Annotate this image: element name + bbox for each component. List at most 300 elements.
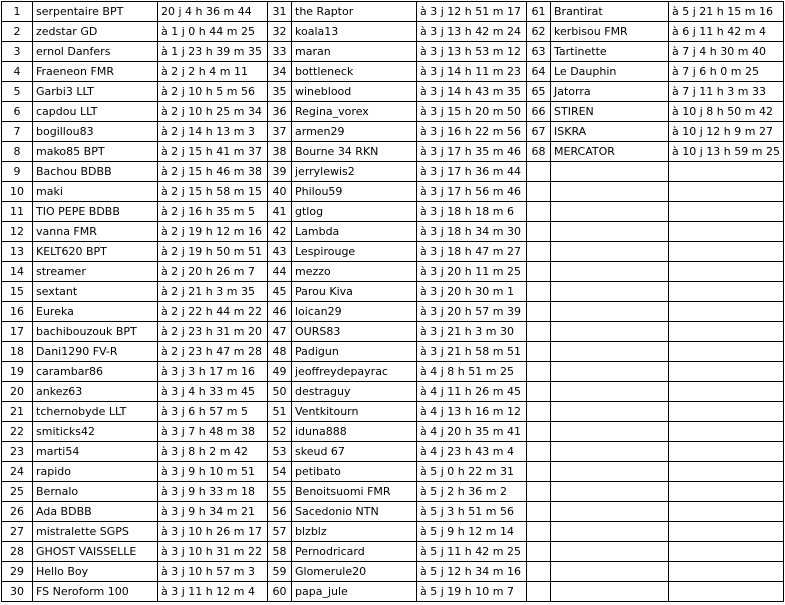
name-cell: zedstar GD [33,22,158,42]
name-cell: Ventkitourn [292,402,417,422]
time-cell: à 2 j 19 h 12 m 16 [158,222,268,242]
rank-cell: 65 [527,82,551,102]
time-cell [669,422,784,442]
rank-cell [527,342,551,362]
rank-cell: 54 [268,462,292,482]
time-cell: 20 j 4 h 36 m 44 [158,2,268,22]
time-cell [669,582,784,602]
name-cell: ankez63 [33,382,158,402]
time-cell [669,522,784,542]
time-cell: à 5 j 21 h 15 m 16 [669,2,784,22]
rank-cell [527,482,551,502]
time-cell: à 5 j 11 h 42 m 25 [417,542,527,562]
rank-cell: 34 [268,62,292,82]
table-row [2,82,784,102]
table-row [2,482,784,502]
time-cell: à 2 j 15 h 41 m 37 [158,142,268,162]
rank-cell: 64 [527,62,551,82]
name-cell [551,522,669,542]
rank-cell: 17 [2,322,33,342]
name-cell: marti54 [33,442,158,462]
name-cell: serpentaire BPT [33,2,158,22]
rank-cell: 26 [2,502,33,522]
rank-cell: 3 [2,42,33,62]
table-row [2,542,784,562]
time-cell: à 1 j 23 h 39 m 35 [158,42,268,62]
time-cell: à 6 j 11 h 42 m 4 [669,22,784,42]
time-cell [669,542,784,562]
name-cell [551,542,669,562]
name-cell: Fraeneon FMR [33,62,158,82]
rank-cell: 16 [2,302,33,322]
time-cell: à 4 j 20 h 35 m 41 [417,422,527,442]
name-cell: jerrylewis2 [292,162,417,182]
name-cell: jeoffreydepayrac [292,362,417,382]
name-cell: carambar86 [33,362,158,382]
name-cell: mako85 BPT [33,142,158,162]
name-cell: blzblz [292,522,417,542]
time-cell: à 3 j 7 h 48 m 38 [158,422,268,442]
time-cell: à 5 j 3 h 51 m 56 [417,502,527,522]
name-cell: ernol Danfers [33,42,158,62]
table-row [2,302,784,322]
name-cell [551,502,669,522]
time-cell: à 3 j 21 h 3 m 30 [417,322,527,342]
time-cell: à 2 j 19 h 50 m 51 [158,242,268,262]
name-cell: koala13 [292,22,417,42]
time-cell [669,162,784,182]
rank-cell [527,242,551,262]
time-cell: à 1 j 0 h 44 m 25 [158,22,268,42]
time-cell: à 2 j 20 h 26 m 7 [158,262,268,282]
time-cell: à 2 j 15 h 46 m 38 [158,162,268,182]
rank-cell: 10 [2,182,33,202]
name-cell: ISKRA [551,122,669,142]
rank-cell [527,322,551,342]
rank-cell: 4 [2,62,33,82]
rank-cell: 30 [2,582,33,602]
table-row [2,442,784,462]
rank-cell: 35 [268,82,292,102]
time-cell: à 2 j 15 h 58 m 15 [158,182,268,202]
name-cell: Garbi3 LLT [33,82,158,102]
rank-cell: 37 [268,122,292,142]
rank-cell: 47 [268,322,292,342]
name-cell: loican29 [292,302,417,322]
rank-cell: 31 [268,2,292,22]
rank-cell: 45 [268,282,292,302]
rank-cell: 24 [2,462,33,482]
table-row [2,402,784,422]
name-cell [551,242,669,262]
rank-cell: 50 [268,382,292,402]
rank-cell [527,442,551,462]
table-row [2,282,784,302]
rank-cell: 68 [527,142,551,162]
rank-cell: 20 [2,382,33,402]
time-cell: à 3 j 14 h 11 m 23 [417,62,527,82]
table-row [2,182,784,202]
rank-cell: 53 [268,442,292,462]
name-cell: Lambda [292,222,417,242]
ranking-table [1,1,784,602]
time-cell: à 7 j 4 h 30 m 40 [669,42,784,62]
time-cell: à 5 j 12 h 34 m 16 [417,562,527,582]
time-cell: à 3 j 20 h 57 m 39 [417,302,527,322]
name-cell: STIREN [551,102,669,122]
rank-cell: 44 [268,262,292,282]
rank-cell [527,502,551,522]
name-cell: Parou Kiva [292,282,417,302]
rank-cell [527,522,551,542]
time-cell: à 10 j 8 h 50 m 42 [669,102,784,122]
rank-cell: 15 [2,282,33,302]
rank-cell [527,542,551,562]
rank-cell: 14 [2,262,33,282]
name-cell: smiticks42 [33,422,158,442]
name-cell: Ada BDBB [33,502,158,522]
name-cell: bachibouzouk BPT [33,322,158,342]
name-cell: skeud 67 [292,442,417,462]
time-cell: à 3 j 12 h 51 m 17 [417,2,527,22]
name-cell [551,322,669,342]
time-cell: à 3 j 20 h 30 m 1 [417,282,527,302]
time-cell: à 3 j 16 h 22 m 56 [417,122,527,142]
time-cell: à 3 j 17 h 56 m 46 [417,182,527,202]
rank-cell: 36 [268,102,292,122]
name-cell: iduna888 [292,422,417,442]
time-cell [669,562,784,582]
table-row [2,502,784,522]
name-cell [551,582,669,602]
name-cell: KELT620 BPT [33,242,158,262]
name-cell [551,562,669,582]
table-row [2,142,784,162]
rank-cell: 67 [527,122,551,142]
time-cell: à 2 j 22 h 44 m 22 [158,302,268,322]
time-cell: à 10 j 12 h 9 m 27 [669,122,784,142]
rank-cell: 46 [268,302,292,322]
name-cell: Tartinette [551,42,669,62]
rank-cell: 63 [527,42,551,62]
name-cell: streamer [33,262,158,282]
time-cell: à 4 j 13 h 16 m 12 [417,402,527,422]
time-cell: à 3 j 8 h 2 m 42 [158,442,268,462]
time-cell: à 3 j 10 h 57 m 3 [158,562,268,582]
time-cell: à 10 j 13 h 59 m 25 [669,142,784,162]
time-cell: à 3 j 15 h 20 m 50 [417,102,527,122]
name-cell: TIO PEPE BDBB [33,202,158,222]
name-cell: Eureka [33,302,158,322]
name-cell [551,262,669,282]
time-cell: à 3 j 18 h 18 m 6 [417,202,527,222]
rank-cell: 43 [268,242,292,262]
rank-cell: 29 [2,562,33,582]
rank-cell [527,562,551,582]
name-cell: MERCATOR [551,142,669,162]
name-cell: mistralette SGPS [33,522,158,542]
name-cell: tchernobyde LLT [33,402,158,422]
name-cell: maki [33,182,158,202]
name-cell: bogillou83 [33,122,158,142]
name-cell [551,182,669,202]
time-cell: à 4 j 23 h 43 m 4 [417,442,527,462]
time-cell [669,402,784,422]
time-cell [669,362,784,382]
rank-cell: 32 [268,22,292,42]
rank-cell: 27 [2,522,33,542]
name-cell: gtlog [292,202,417,222]
rank-cell: 58 [268,542,292,562]
name-cell [551,202,669,222]
rank-cell: 49 [268,362,292,382]
time-cell: à 2 j 16 h 35 m 5 [158,202,268,222]
time-cell: à 3 j 20 h 11 m 25 [417,262,527,282]
rank-cell: 19 [2,362,33,382]
time-cell [669,322,784,342]
rank-cell [527,282,551,302]
rank-cell: 28 [2,542,33,562]
name-cell: Philou59 [292,182,417,202]
table-row [2,562,784,582]
time-cell: à 3 j 17 h 36 m 44 [417,162,527,182]
time-cell [669,462,784,482]
rank-cell [527,302,551,322]
rank-cell: 38 [268,142,292,162]
name-cell [551,462,669,482]
rank-cell: 6 [2,102,33,122]
time-cell: à 4 j 8 h 51 m 25 [417,362,527,382]
rank-cell: 56 [268,502,292,522]
name-cell: Bernalo [33,482,158,502]
rank-cell: 13 [2,242,33,262]
time-cell: à 3 j 9 h 34 m 21 [158,502,268,522]
time-cell [669,282,784,302]
time-cell: à 3 j 14 h 43 m 35 [417,82,527,102]
rank-cell: 11 [2,202,33,222]
name-cell: mezzo [292,262,417,282]
rank-cell: 55 [268,482,292,502]
time-cell: à 3 j 17 h 35 m 46 [417,142,527,162]
name-cell: Bourne 34 RKN [292,142,417,162]
time-cell [669,482,784,502]
time-cell: à 2 j 23 h 31 m 20 [158,322,268,342]
rank-cell: 57 [268,522,292,542]
rank-cell [527,462,551,482]
name-cell [551,222,669,242]
rank-cell: 22 [2,422,33,442]
time-cell: à 5 j 19 h 10 m 7 [417,582,527,602]
rank-cell: 51 [268,402,292,422]
name-cell [551,162,669,182]
time-cell: à 5 j 0 h 22 m 31 [417,462,527,482]
time-cell: à 3 j 13 h 53 m 12 [417,42,527,62]
time-cell: à 3 j 6 h 57 m 5 [158,402,268,422]
rank-cell [527,582,551,602]
table-row [2,2,784,22]
time-cell: à 3 j 21 h 58 m 51 [417,342,527,362]
rank-cell: 1 [2,2,33,22]
table-row [2,102,784,122]
name-cell: GHOST VAISSELLE [33,542,158,562]
rank-cell: 59 [268,562,292,582]
name-cell: sextant [33,282,158,302]
name-cell: Regina_vorex [292,102,417,122]
name-cell [551,302,669,322]
time-cell [669,382,784,402]
name-cell: bottleneck [292,62,417,82]
time-cell: à 2 j 10 h 5 m 56 [158,82,268,102]
time-cell: à 7 j 11 h 3 m 33 [669,82,784,102]
name-cell: petibato [292,462,417,482]
time-cell: à 3 j 10 h 31 m 22 [158,542,268,562]
rank-cell [527,202,551,222]
table-row [2,202,784,222]
name-cell: destraguy [292,382,417,402]
table-row [2,462,784,482]
table-row [2,522,784,542]
rank-cell [527,422,551,442]
name-cell: papa_jule [292,582,417,602]
name-cell: Bachou BDBB [33,162,158,182]
name-cell: Lespirouge [292,242,417,262]
time-cell: à 2 j 14 h 13 m 3 [158,122,268,142]
name-cell: Hello Boy [33,562,158,582]
time-cell: à 3 j 4 h 33 m 45 [158,382,268,402]
rank-cell: 12 [2,222,33,242]
name-cell: Dani1290 FV-R [33,342,158,362]
time-cell [669,222,784,242]
table-row [2,582,784,602]
time-cell: à 3 j 18 h 47 m 27 [417,242,527,262]
name-cell [551,442,669,462]
time-cell: à 2 j 2 h 4 m 11 [158,62,268,82]
rank-cell: 42 [268,222,292,242]
name-cell: kerbisou FMR [551,22,669,42]
time-cell [669,202,784,222]
name-cell: rapido [33,462,158,482]
time-cell [669,242,784,262]
time-cell: à 5 j 9 h 12 m 14 [417,522,527,542]
name-cell: Sacedonio NTN [292,502,417,522]
time-cell: à 2 j 10 h 25 m 34 [158,102,268,122]
time-cell [669,182,784,202]
table-row [2,122,784,142]
name-cell: capdou LLT [33,102,158,122]
time-cell: à 3 j 9 h 10 m 51 [158,462,268,482]
table-row [2,62,784,82]
rank-cell: 60 [268,582,292,602]
time-cell [669,502,784,522]
time-cell [669,442,784,462]
rank-cell: 23 [2,442,33,462]
time-cell [669,342,784,362]
table-row [2,342,784,362]
rank-cell: 39 [268,162,292,182]
rank-cell: 9 [2,162,33,182]
time-cell: à 3 j 13 h 42 m 24 [417,22,527,42]
name-cell [551,402,669,422]
time-cell: à 5 j 2 h 36 m 2 [417,482,527,502]
name-cell: the Raptor [292,2,417,22]
rank-cell [527,362,551,382]
rank-cell [527,182,551,202]
rank-cell: 8 [2,142,33,162]
name-cell [551,482,669,502]
name-cell: wineblood [292,82,417,102]
rank-cell [527,402,551,422]
time-cell: à 3 j 18 h 34 m 30 [417,222,527,242]
name-cell: Padigun [292,342,417,362]
rank-cell: 2 [2,22,33,42]
name-cell: maran [292,42,417,62]
rank-cell [527,262,551,282]
rank-cell [527,222,551,242]
name-cell [551,382,669,402]
name-cell [551,342,669,362]
name-cell [551,422,669,442]
name-cell: Benoitsuomi FMR [292,482,417,502]
name-cell [551,282,669,302]
name-cell: Le Dauphin [551,62,669,82]
name-cell: Glomerule20 [292,562,417,582]
name-cell: FS Neroform 100 [33,582,158,602]
table-row [2,162,784,182]
table-row [2,262,784,282]
time-cell: à 2 j 21 h 3 m 35 [158,282,268,302]
rank-cell: 41 [268,202,292,222]
time-cell: à 3 j 9 h 33 m 18 [158,482,268,502]
table-row [2,422,784,442]
name-cell: OURS83 [292,322,417,342]
rank-cell: 21 [2,402,33,422]
rank-cell: 66 [527,102,551,122]
time-cell [669,262,784,282]
rank-cell [527,382,551,402]
time-cell: à 3 j 10 h 26 m 17 [158,522,268,542]
rank-cell: 40 [268,182,292,202]
name-cell: Pernodricard [292,542,417,562]
rank-cell [527,162,551,182]
name-cell: vanna FMR [33,222,158,242]
table-row [2,222,784,242]
rank-cell: 18 [2,342,33,362]
time-cell: à 7 j 6 h 0 m 25 [669,62,784,82]
table-row [2,382,784,402]
time-cell: à 3 j 3 h 17 m 16 [158,362,268,382]
rank-cell: 7 [2,122,33,142]
rank-cell: 52 [268,422,292,442]
name-cell: armen29 [292,122,417,142]
time-cell: à 2 j 23 h 47 m 28 [158,342,268,362]
rank-cell: 25 [2,482,33,502]
rank-cell: 48 [268,342,292,362]
rank-cell: 33 [268,42,292,62]
table-row [2,22,784,42]
table-row [2,362,784,382]
time-cell: à 3 j 11 h 12 m 4 [158,582,268,602]
name-cell [551,362,669,382]
table-row [2,242,784,262]
table-row [2,322,784,342]
rank-cell: 5 [2,82,33,102]
rank-cell: 61 [527,2,551,22]
time-cell: à 4 j 11 h 26 m 45 [417,382,527,402]
name-cell: Jatorra [551,82,669,102]
table-row [2,42,784,62]
time-cell [669,302,784,322]
rank-cell: 62 [527,22,551,42]
